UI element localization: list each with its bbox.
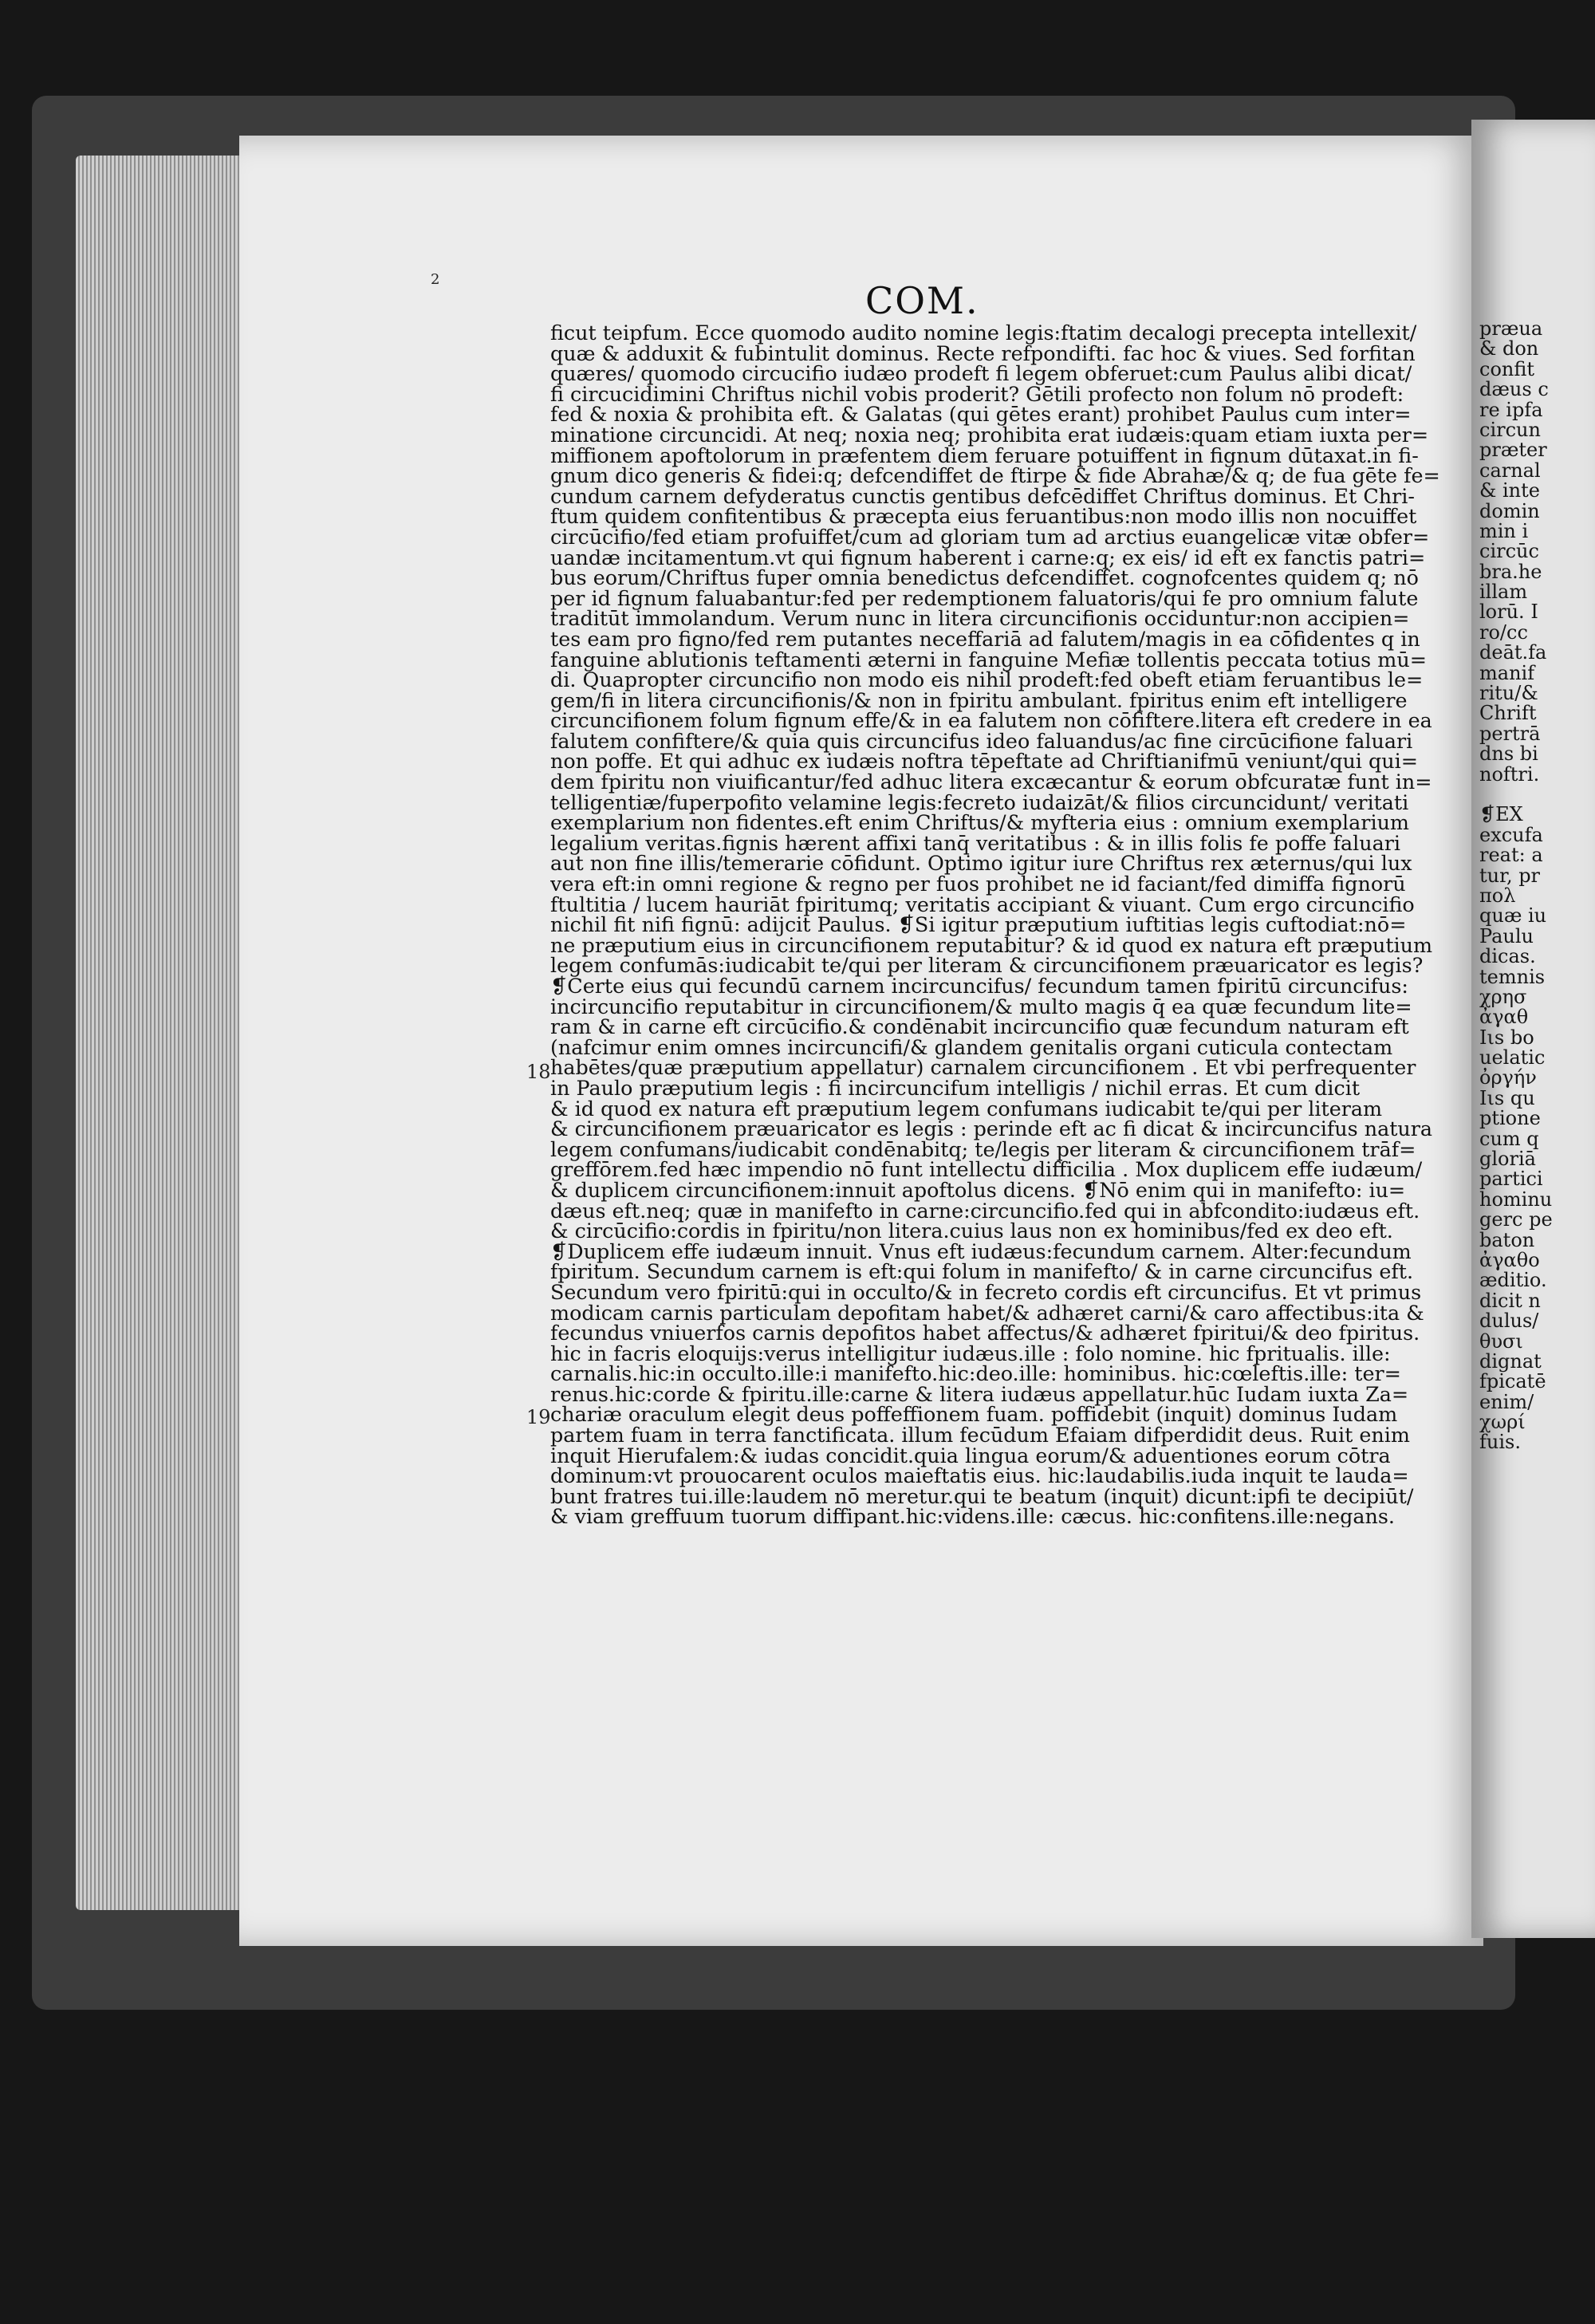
text-line: inquit Hierufalem:& iudas concidit.quia lingua eorum/& aduentiones eorum cōtra [550,1443,1391,1467]
text-line: exemplarium non fidentes.eft enim Chriftus/& myfteria eius : omnium exemplarium [550,810,1409,835]
text-line: miffionem apoftolorum in præfentem diem feruare potuiffent in fignum dūtaxat.in fi- [550,443,1419,467]
text-line: greffōrem.fed hæc impendio nō funt intellectu difficilia . Mox duplicem effe iudæum/ [550,1157,1423,1182]
right-text-line: hominu [1479,1188,1553,1211]
text-line: fecundus vniuerfos carnis depofitos habet affectus/& adhæret fpiritui/& deo fpiritus. [550,1321,1420,1345]
text-line: gem/fi in litera circuncifionis/& non in fpiritu ambulant. fpiritus enim eft intelligere [550,687,1408,712]
right-text-line: min i [1479,519,1529,542]
right-text-line: & don [1479,337,1539,360]
right-text-line: ἀγαθο [1479,1248,1540,1271]
right-text-line: uelatic [1479,1046,1546,1069]
text-line: fi circucidimini Chriftus nichil vobis proderit? Gētili profecto non folum nō prodeft: [550,381,1404,406]
right-text-line: circun [1479,418,1541,441]
page-edges [76,156,259,1910]
text-line: & circuncifionem præuaricator es legis : perinde eft ac fi dicat & incircuncifus natura [550,1117,1433,1141]
text-line: fed & noxia & prohibita eft. & Galatas (qui gētes erant) prohibet Paulus cum inter= [550,402,1412,427]
right-text-line: re ipfa [1479,398,1543,421]
right-text-line: ὀργήν [1479,1066,1537,1089]
right-text-line: dns bi [1479,742,1538,766]
right-text-line: præua [1479,317,1543,340]
right-text-line: χωρί [1479,1411,1526,1434]
text-line: ne præputium eius in circuncifionem reputabitur? & id quod ex natura eft præputium [550,932,1433,957]
text-line: bunt fratres tui.ille:laudem nō meretur.qui te beatum (inquit) dicunt:ipfi te decipiūt/ [550,1483,1414,1508]
right-text-line: noftri. [1479,762,1540,786]
right-text-line: reat: a [1479,844,1543,867]
right-text-line: fpicatē [1479,1370,1546,1393]
right-text-line: ἀγαθ [1479,1006,1529,1029]
text-line: & id quod ex natura eft præputium legem confumans iudicabit te/qui per literam [550,1096,1383,1121]
right-text-line: tur, pr [1479,864,1541,887]
text-line: incircuncifio reputabitur in circuncifionem/& multo magis q̄ ea quæ fecundum lite= [550,994,1412,1018]
right-text-line: gerc pe [1479,1208,1553,1231]
text-line: falutem confiftere/& quia quis circuncifus ideo faluandus/ac fine circūcifione faluari [550,728,1413,753]
text-line: partem fuam in terra fanctificata. illum fecūdum Efaiam difperdidit deus. Ruit enim [550,1423,1410,1448]
text-line: uandæ incitamentum.vt qui fignum haberent i carne:q; ex eis/ id eft ex fanctis patri= [550,545,1426,569]
right-text-line: æditio. [1479,1269,1547,1292]
right-text-line: domin [1479,499,1540,522]
text-line: hic in facris eloquijs:verus intelligitur iudæus.ille : folo nomine. hic fpritualis. ille: [550,1341,1391,1365]
running-head: COM. [865,279,979,322]
text-line: telligentiæ/fuperpofito velamine legis:fecreto iudaizāt/& filios circuncidunt/ veritati [550,790,1409,814]
right-text-line: gloriā [1479,1148,1536,1171]
right-text-line: partici [1479,1168,1543,1191]
right-text-line: fuis. [1479,1431,1521,1454]
right-text-line: ptione [1479,1107,1541,1130]
right-text-line: carnal [1479,459,1541,482]
right-text-line: enim/ [1479,1390,1534,1413]
text-line: nichil fit nifi fignū: adijcit Paulus. ❡Si igitur præputium iuftitias legis cuftodiat:nō= [550,912,1407,937]
text-line: gnum dico generis & fidei:q; defcendiffet de ftirpe & fide Abrahæ/& q; de fua gēte fe= [550,463,1440,488]
right-text-line: baton [1479,1228,1535,1251]
text-line: & viam greffuum tuorum diffipant.hic:videns.ille: cæcus. hic:confitens.ille:negans. [550,1504,1395,1528]
right-text-line: ro/cc [1479,620,1528,644]
right-text-line: lorū. I [1479,601,1538,624]
right-text-line: manif [1479,661,1535,684]
text-line: ram & in carne eft circūcifio.& condēnabit incircuncifio quæ fecundum naturam eft [550,1014,1409,1039]
right-text-line: Iιs qu [1479,1086,1535,1109]
right-text-line: dæus c [1479,378,1549,401]
right-text-line: circūc [1479,540,1539,563]
right-text-line: cum q [1479,1127,1539,1150]
text-line: renus.hic:corde & fpiritu.ille:carne & litera iudæus appellatur.hūc Iudam iuxta Za= [550,1381,1409,1406]
text-line: circuncifionem folum fignum effe/& in ea falutem non cōfiftere.litera eft credere in ea [550,708,1432,733]
text-line: chariæ oraculum elegit deus poffeffionem fuam. poffidebit (inquit) dominus Iudam [550,1402,1398,1427]
right-text-line: excufa [1479,823,1543,846]
text-line: dæus eft.neq; quæ in manifefto in carne:circuncifio.fed qui in abfcondito:iudæus eft. [550,1198,1420,1223]
text-line: carnalis.hic:in occulto.ille:i manifefto.hic:deo.ille: hominibus. hic:cœleftis.ille: ter= [550,1361,1401,1386]
folio-mark: 2 [431,271,440,288]
text-line: traditūt immolandum. Verum nunc in litera circuncifionis occiduntur:non accipien= [550,606,1410,631]
text-line: legem confumans/iudicabit condēnabitq; te/legis per literam & circuncifionem trāf= [550,1136,1416,1161]
right-text-line: temnis [1479,965,1546,988]
right-text-line: bra.he [1479,560,1542,583]
right-page-text [1479,319,1595,1453]
right-text-line: χρησ [1479,985,1527,1008]
text-line: cundum carnem defyderatus cunctis gentibus defcēdiffet Chriftus dominus. Et Chri- [550,483,1415,508]
right-text-line: dicit n [1479,1289,1541,1312]
text-line: tes eam pro figno/fed rem putantes neceffariā ad falutem/magis in ea cōfidentes q in [550,626,1420,651]
text-line: minatione circuncidi. At neq; noxia neq; prohibita erat iudæis:quam etiam iuxta per= [550,422,1429,447]
text-line: dem fpiritu non viuificantur/fed adhuc litera excæcantur & eorum obfcuratæ funt in= [550,770,1432,794]
right-text-line: confit [1479,357,1534,380]
text-line: ftum quidem confitentibus & præcepta eius feruantibus:non modo illis non nocuiffet [550,504,1417,529]
right-text-line: ritu/& [1479,682,1538,705]
text-line: Secundum vero fpiritū:qui in occulto/& in fecreto cordis eft circuncifus. Et vt primus [550,1279,1422,1304]
text-line: circūcifio/fed etiam profuiffet/cum ad gloriam tum ad arctius euangelicæ vitæ obfer= [550,524,1430,549]
text-line: legalium veritas.fignis hærent affixi tanq̄ veritatibus : & in illis folis fe poffe faluari [550,830,1400,855]
text-line: (nafcimur enim omnes incircuncifi/& glandem genitalis organi cuticula contectam [550,1034,1393,1059]
text-line: ❡Duplicem effe iudæum innuit. Vnus eft iudæus:fecundum carnem. Alter:fecundum [550,1239,1412,1263]
right-text-line: ❡EX [1479,803,1523,826]
text-line: quæres/ quomodo circucifio iudæo prodeft fi legem obferuet:cum Paulus alibi dicat/ [550,361,1412,386]
text-line: & circūcifio:cordis in fpiritu/non litera.cuius laus non ex hominibus/fed ex deo eft. [550,1219,1393,1243]
text-line: ftultitia / lucem hauriāt fpiritumq; veritatis accipiant & viuant. Cum ergo circuncifio [550,892,1415,916]
right-text-line: dignat [1479,1349,1542,1373]
text-line: legem confumās:iudicabit te/qui per literam & circuncifionem præuaricator es legis? [550,953,1424,978]
text-line: ❡Certe eius qui fecundū carnem incircuncifus/ fecundum tamen fpiritū circuncifus: [550,974,1408,998]
main-text-block [550,323,1451,1527]
right-text-line: Chrift [1479,702,1537,725]
text-line: non poffe. Et qui adhuc ex iudæis noftra tēpeftate ad Chriftianifmū veniunt/qui qui= [550,749,1419,774]
verse-number-19: 19 [526,1406,551,1428]
text-line: dominum:vt prouocarent oculos maieftatis eius. hic:laudabilis.iuda inquit te lauda= [550,1463,1409,1488]
right-text-line: Iιs bo [1479,1026,1534,1049]
text-line: & duplicem circuncifionem:innuit apoftolus dicens. ❡Nō enim qui in manifefto: iu= [550,1177,1406,1202]
right-text-line: & inte [1479,479,1540,502]
right-text-line: deāt.fa [1479,641,1547,664]
right-text-line: Paulu [1479,924,1534,947]
text-line: per id fignum faluabantur:fed per redemptionem faluatoris/qui fe pro omnium falute [550,585,1419,610]
text-line: habētes/quæ præputium appellatur) carnalem circuncifionem . Et vbi perfrequenter [550,1055,1416,1080]
right-text-line: pertrā [1479,722,1541,745]
text-line: fanguine ablutionis teftamenti æterni in fanguine Mefiæ tollentis peccata totius mū= [550,647,1427,672]
right-text-line: præter [1479,439,1547,462]
text-line: vera eft:in omni regione & regno per fuos prohibet ne id faciant/fed dimiffa fignorū [550,872,1406,896]
text-line: fpiritum. Secundum carnem is eft:qui folum in manifefto/ & in carne circuncifus eft. [550,1259,1414,1284]
right-text-line: dulus/ [1479,1310,1539,1333]
text-line: bus eorum/Chriftus fuper omnia benedictus defcendiffet. cognofcentes quidem q; nō [550,565,1419,590]
right-text-line [1479,785,1595,805]
text-line: in Paulo præputium legis : fi incircuncifum intelligis / nichil erras. Et cum dicit [550,1075,1361,1100]
text-line: quæ & adduxit & fubintulit dominus. Recte refpondifti. fac hoc & viues. Sed forfitan [550,341,1416,365]
right-text-line: dicas. [1479,945,1536,968]
right-text-line: θυσι [1479,1329,1523,1353]
text-line: modicam carnis particulam depofitam habet/& adhæret carni/& caro affectibus:ita & [550,1300,1424,1325]
right-text-line: πολ [1479,884,1516,907]
right-text-line: quæ iu [1479,904,1547,928]
right-text-line: illam [1479,581,1528,604]
text-line: ficut teipfum. Ecce quomodo audito nomine legis:ftatim decalogi precepta intellexit/ [550,323,1417,345]
text-line: aut non fine illis/temerarie cōfidunt. Optimo igitur iure Chriftus rex æternus/qui lux [550,851,1412,876]
text-line: di. Quapropter circuncifio non modo eis nihil prodeft:fed obeft etiam feruantibus le= [550,668,1424,692]
verse-number-18: 18 [526,1061,551,1083]
